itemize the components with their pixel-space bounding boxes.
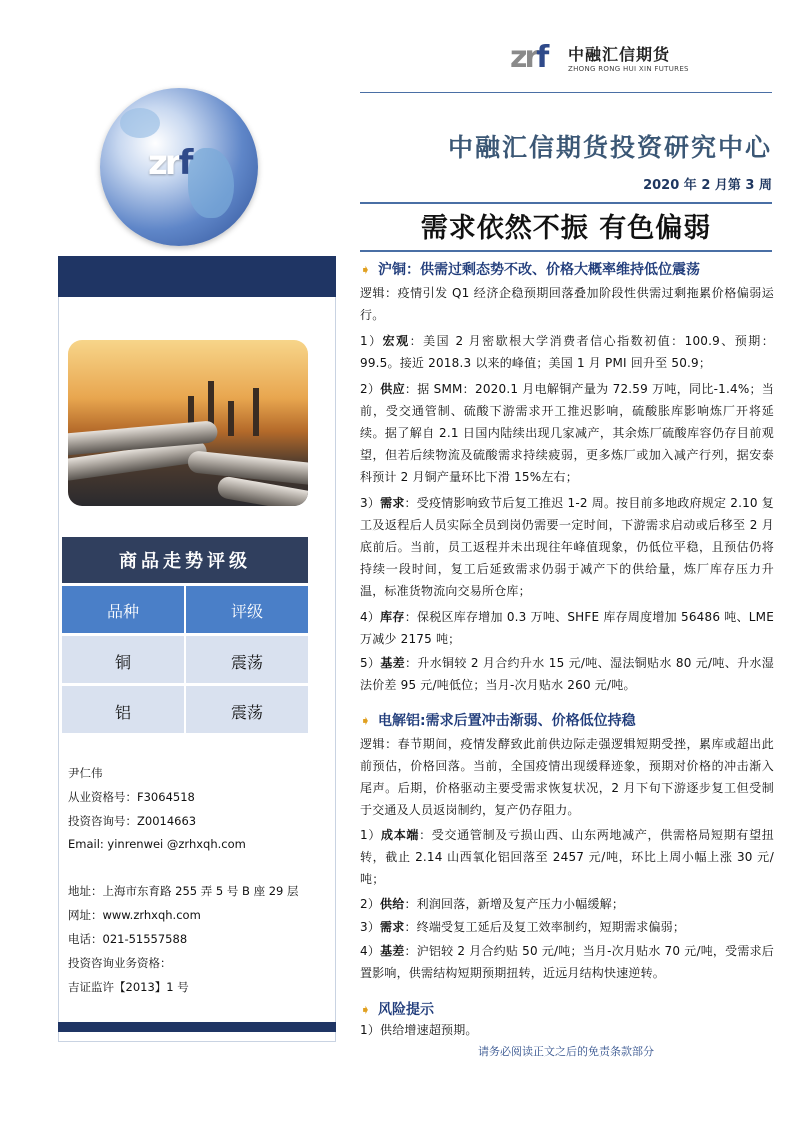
- permit-number: 吉证监许【2013】1 号: [68, 980, 189, 994]
- sidebar-footer-bar: [58, 1022, 336, 1032]
- aluminum-logic: 逻辑：春节期间，疫情发酵致此前供边际走强逻辑短期受挫，累库或超出此前预估，价格回落。当前，全国疫情出现缓释迹象，预期对价格的冲击渐入尾声。后期，价格驱动主要受需求恢复状况，2 月下旬下游逐步复工但受制于交通及人员返岗制约，复产仍存阻力。: [360, 737, 774, 817]
- sidebar-header-bar: [58, 256, 336, 297]
- phone: 电话：021-51557588: [68, 932, 188, 946]
- copper-demand: 3）需求：受疫情影响致节后复工推迟 1-2 周。按目前多地政府规定 2.10 复工及返程后人员实际全员到岗仍需要一定时间，下游需求启动或后移至 2 月底前后。当前，员工返程并未出现往年峰值现象，仍低位平稳，且预估仍将持续一段时间，复工后延致需求仍弱于减产下的供给量，炼厂库存压力升温，标准货物流向交易所仓库；: [360, 496, 774, 598]
- rating-variety-aluminum: 铝: [114, 703, 131, 722]
- globe-image: [100, 88, 258, 246]
- copper-heading: ➧ 沪铜：供需过剩态势不改、价格大概率维持低位震荡: [360, 262, 700, 278]
- copper-supply: 2）供应：据 SMM：2020.1 月电解铜产量为 72.59 万吨，同比-1.4%；当前，受交通管制、硫酸下游需求开工推迟影响，硫酸胀库影响炼厂开将延续。据了解自 2.1 日国内陆续出现几家减产，其余炼厂硫酸库容仍存目前观望，但若后续物流及硫酸需求持续疲弱，更多炼厂或加入减产行列，据安泰科预计 2 月铜产量环比下滑 15%左右；: [360, 382, 774, 484]
- aluminum-basis: 4）基差：沪铝较 2 月合约贴 50 元/吨；当月-次月贴水 70 元/吨，受需求后置影响，供需结构短期预期扭转，近远月结构快速逆转。: [360, 944, 774, 980]
- pipeline-photo: [68, 340, 308, 506]
- aluminum-heading: ➧ 电解铝:需求后置冲击渐弱、价格低位持稳: [360, 713, 636, 729]
- table-divider: [184, 586, 186, 733]
- risk-item: 1）供给增速超预期。: [360, 1023, 478, 1037]
- advisory-number: 投资咨询号：Z0014663: [68, 814, 197, 828]
- bullet-arrow-icon: ➧: [360, 714, 371, 729]
- analyst-name: 尹仁伟: [68, 766, 103, 780]
- risk-heading: ➧ 风险提示: [360, 1002, 434, 1018]
- copper-stock: 4）库存：保税区库存增加 0.3 万吨、SHFE 库存周度增加 56486 吨、LME 万减少 2175 吨；: [360, 610, 774, 646]
- logo-name-cn: 中融汇信期货: [568, 45, 671, 64]
- bullet-arrow-icon: ➧: [360, 263, 371, 278]
- logo-name-en: ZHONG RONG HUI XIN FUTURES: [568, 65, 689, 73]
- report-week: 2020 年 2 月第 3 周: [643, 178, 772, 193]
- copper-basis: 5）基差：升水铜较 2 月合约升水 15 元/吨、湿法铜贴水 80 元/吨、升水湿法价差 95 元/吨低位；当月-次月贴水 260 元/吨。: [360, 656, 774, 692]
- aluminum-supply: 2）供给：利润回落，新增及复产压力小幅缓解；: [360, 897, 625, 911]
- globe-logo: zrf: [148, 143, 191, 183]
- bullet-arrow-icon: ➧: [360, 1003, 371, 1018]
- report-title: 需求依然不振 有色偏弱: [420, 213, 712, 244]
- org-title: 中融汇信期货投资研究中心: [447, 133, 772, 162]
- rating-header-rating: 评级: [230, 602, 263, 621]
- title-top-rule: [360, 202, 772, 204]
- table-divider: [62, 683, 308, 686]
- rating-title: 商品走势评级: [119, 551, 251, 572]
- table-divider: [62, 633, 308, 636]
- address: 地址：上海市东育路 255 弄 5 号 B 座 29 层: [68, 884, 299, 898]
- title-bottom-rule: [360, 250, 772, 252]
- header-divider: [360, 92, 772, 93]
- business-qualification: 投资咨询业务资格：: [68, 956, 172, 970]
- license-number: 从业资格号：F3064518: [68, 790, 195, 804]
- copper-macro: 1）宏观：美国 2 月密歇根大学消费者信心指数初值：100.9、预期：99.5。接近 2018.3 以来的峰值；美国 1 月 PMI 回升至 50.9；: [360, 334, 774, 370]
- aluminum-cost: 1）成本端：受交通管制及亏损山西、山东两地减产，供需格局短期有望扭转，截止 2.14 山西氧化铝回落至 2457 元/吨，环比上周小幅上涨 30 元/吨；: [360, 828, 774, 886]
- email: Email: yinrenwei @zrhxqh.com: [68, 837, 246, 851]
- rating-variety-copper: 铜: [114, 653, 131, 672]
- rating-value-copper: 震荡: [230, 653, 263, 672]
- logo-mark: zrf: [510, 40, 547, 75]
- rating-value-aluminum: 震荡: [230, 703, 263, 722]
- aluminum-demand: 3）需求：终端受复工延后及复工效率制约，短期需求偏弱；: [360, 920, 686, 934]
- company-logo: [510, 40, 710, 80]
- website: 网址：www.zrhxqh.com: [68, 908, 201, 922]
- copper-logic: 逻辑：疫情引发 Q1 经济企稳预期回落叠加阶段性供需过剩拖累价格偏弱运行。: [360, 286, 774, 322]
- disclaimer-note: 请务必阅读正文之后的免责条款部分: [478, 1045, 654, 1058]
- rating-header-variety: 品种: [106, 602, 139, 621]
